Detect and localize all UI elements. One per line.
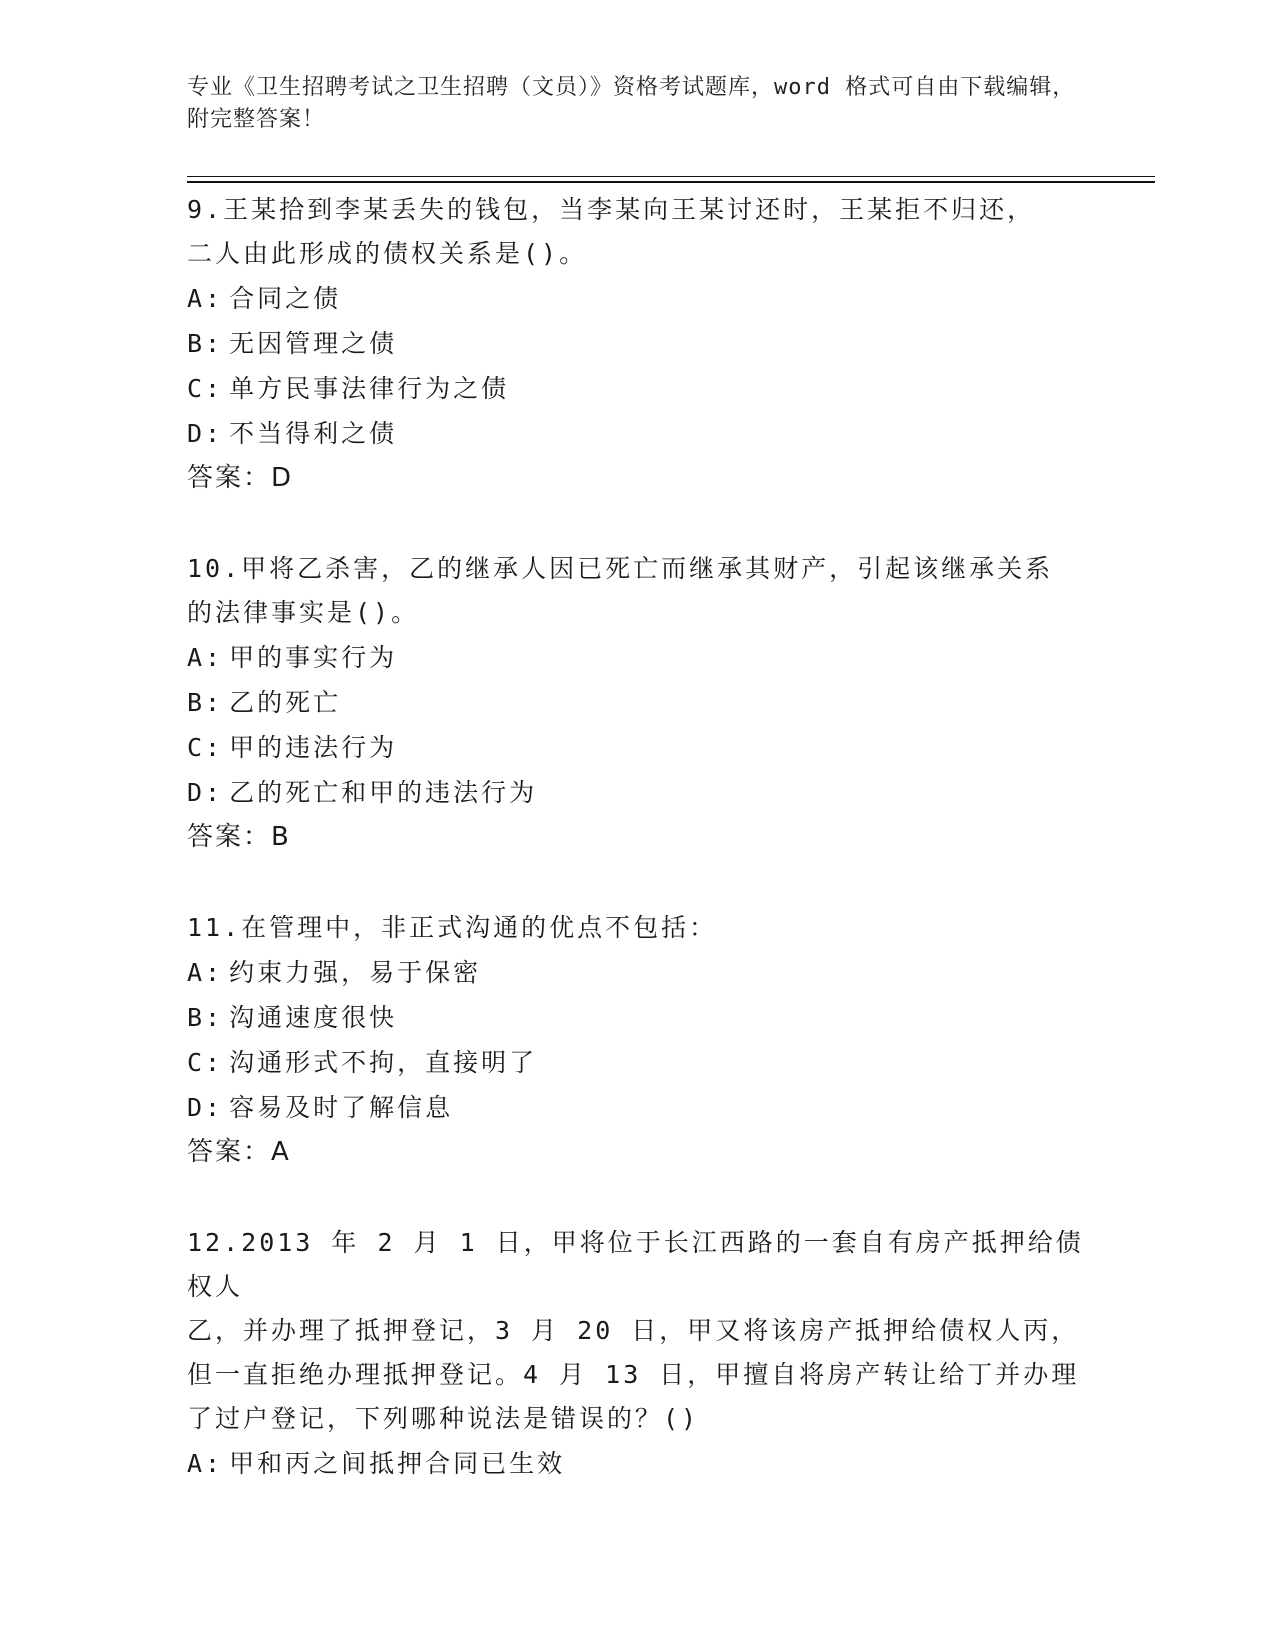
header-divider-thick bbox=[187, 181, 1155, 183]
option-text: 合同之债 bbox=[229, 284, 342, 313]
option-text: 沟通速度很快 bbox=[229, 1003, 398, 1032]
option-letter: C: bbox=[187, 374, 224, 403]
answer-line: 答案：B bbox=[187, 822, 291, 852]
option-d bbox=[187, 1085, 1087, 1130]
option-d bbox=[187, 770, 1087, 815]
option-text: 甲的事实行为 bbox=[229, 643, 398, 672]
answer-line: 答案：A bbox=[187, 1137, 291, 1167]
option-c bbox=[187, 366, 1087, 411]
option-letter: A: bbox=[187, 284, 224, 313]
option-letter: A: bbox=[187, 1449, 224, 1478]
option-text: 甲和丙之间抵押合同已生效 bbox=[229, 1449, 566, 1478]
option-letter: C: bbox=[187, 1048, 224, 1077]
option-text: 乙的死亡和甲的违法行为 bbox=[229, 778, 538, 807]
option-letter: D: bbox=[187, 1093, 224, 1122]
option-letter: B: bbox=[187, 688, 224, 717]
option-text: 不当得利之债 bbox=[229, 419, 398, 448]
option-text: 沟通形式不拘，直接明了 bbox=[229, 1048, 538, 1077]
option-letter: B: bbox=[187, 1003, 224, 1032]
question-stem: 11.在管理中，非正式沟通的优点不包括： bbox=[187, 913, 718, 942]
option-c bbox=[187, 1040, 1087, 1085]
question-item bbox=[187, 547, 1087, 860]
option-a bbox=[187, 1441, 1087, 1486]
question-stem: 9.王某拾到李某丢失的钱包，当李某向王某讨还时，王某拒不归还， 二人由此形成的债权关系是()。 bbox=[187, 195, 1036, 268]
option-letter: B: bbox=[187, 329, 224, 358]
question-list bbox=[187, 188, 1087, 1532]
option-text: 无因管理之债 bbox=[229, 329, 398, 358]
document-header bbox=[187, 72, 1087, 136]
option-letter: D: bbox=[187, 419, 224, 448]
option-text: 甲的违法行为 bbox=[229, 733, 398, 762]
option-letter: A: bbox=[187, 643, 224, 672]
header-intro-text: 专业《卫生招聘考试之卫生招聘（文员）》资格考试题库，word 格式可自由下载编辑，附完整答案！ bbox=[187, 75, 1076, 132]
option-letter: A: bbox=[187, 958, 224, 987]
option-c bbox=[187, 725, 1087, 770]
question-item bbox=[187, 906, 1087, 1175]
option-d bbox=[187, 411, 1087, 456]
question-stem: 12.2013 年 2 月 1 日，甲将位于长江西路的一套自有房产抵押给债权人 乙，并办理了抵押登记，3 月 20 日，甲又将该房产抵押给债权人丙， 但一直拒绝办理抵押登记。4 月 13 日，甲擅自将房产转让给丁并办理 了过户登记，下列哪种说法是错误的？() bbox=[187, 1228, 1084, 1433]
option-a bbox=[187, 635, 1087, 680]
option-a bbox=[187, 950, 1087, 995]
header-divider-thin bbox=[187, 176, 1155, 177]
option-b bbox=[187, 995, 1087, 1040]
option-letter: D: bbox=[187, 778, 224, 807]
question-item bbox=[187, 188, 1087, 501]
option-b bbox=[187, 321, 1087, 366]
option-letter: C: bbox=[187, 733, 224, 762]
question-item bbox=[187, 1221, 1087, 1486]
answer-line: 答案：D bbox=[187, 463, 294, 493]
option-text: 容易及时了解信息 bbox=[229, 1093, 454, 1122]
option-a bbox=[187, 276, 1087, 321]
option-text: 乙的死亡 bbox=[229, 688, 342, 717]
option-text: 约束力强，易于保密 bbox=[229, 958, 482, 987]
option-text: 单方民事法律行为之债 bbox=[229, 374, 510, 403]
option-b bbox=[187, 680, 1087, 725]
question-stem: 10.甲将乙杀害，乙的继承人因已死亡而继承其财产，引起该继承关系 的法律事实是()。 bbox=[187, 554, 1054, 627]
